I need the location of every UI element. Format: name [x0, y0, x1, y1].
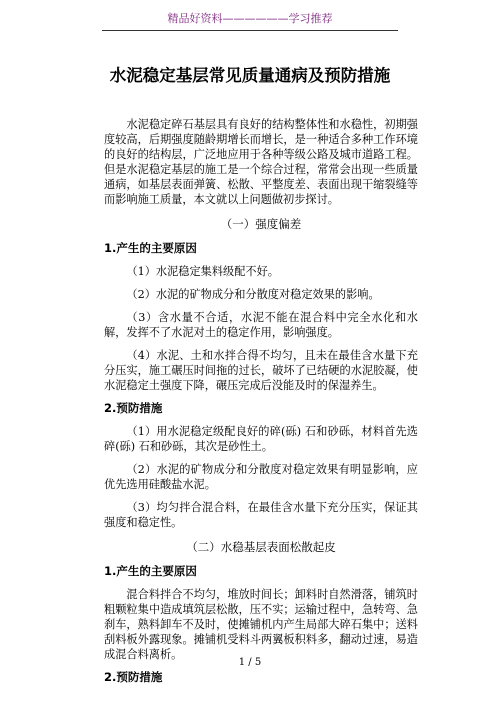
section-heading: （一）强度偏差 — [220, 217, 302, 231]
body-paragraph: 混合料拌合不均匀，堆放时间长；卸料时自然滑落，铺筑时粗颗粒集中造成填筑层松散，压不实；运输过程中，急转弯、急刹车，熟料卸车不及时，使摊铺机内产生局部大碎石集中；送料刮料板外露现象。摊铺机受料斗两翼板积料多，翻动过速，易造成混合料离析。 — [104, 588, 418, 661]
header-divider — [102, 30, 398, 31]
list-item: （1）用水泥稳定级配良好的碎(砾) 石和砂砾，材料首先选碎(砾) 石和砂砾，其次是砂性土。 — [104, 425, 418, 453]
section-heading: （二）水稳基层表面松散起皮 — [186, 540, 336, 554]
document-title: 水泥稳定基层常见质量通病及预防措施 — [109, 66, 391, 85]
list-item: （3）均匀拌合混合料，在最佳含水量下充分压实，保证其强度和稳定性。 — [104, 501, 418, 529]
list-item: （2）水泥的矿物成分和分散度对稳定效果的影响。 — [126, 288, 380, 301]
list-item: （2）水泥的矿物成分和分散度对稳定效果有明显影响，应优先选用硅酸盐水泥。 — [104, 463, 418, 491]
list-item: （3）含水量不合适，水泥不能在混合料中完全水化和水解，发挥不了水泥对土的稳定作用，影响强度。 — [104, 311, 418, 339]
list-item: （1）水泥稳定集料级配不好。 — [126, 265, 279, 278]
page-number: 1 / 5 — [238, 657, 262, 668]
subsection-heading: 2.预防措施 — [104, 401, 163, 415]
document-body — [104, 117, 418, 693]
list-item: （4）水泥、土和水拌合得不均匀，且未在最佳含水量下充分压实，施工碾压时间拖的过长，破坏了已结硬的水泥胶凝，使水泥稳定土强度下降，碾压完成后没能及时的保湿养生。 — [104, 349, 418, 392]
subsection-heading: 2.预防措施 — [104, 670, 163, 684]
intro-paragraph: 水泥稳定碎石基层具有良好的结构整体性和水稳性，初期强度较高，后期强度随龄期增长而增长，是一种适合多种工作环境的良好的结构层，广泛地应用于各种等级公路及城市道路工程。但是水泥稳定基层的施工是一个综合过程，常常会出现一些质量通病，如基层表面弹簧、松散、平整度差、表面出现干缩裂缝等而影响施工质量，本文就以上问题做初步探讨。 — [104, 118, 418, 206]
page-header: 精品好资料——————学习推荐 — [167, 12, 333, 25]
subsection-heading: 1.产生的主要原因 — [104, 564, 197, 578]
subsection-heading: 1.产生的主要原因 — [104, 241, 197, 255]
